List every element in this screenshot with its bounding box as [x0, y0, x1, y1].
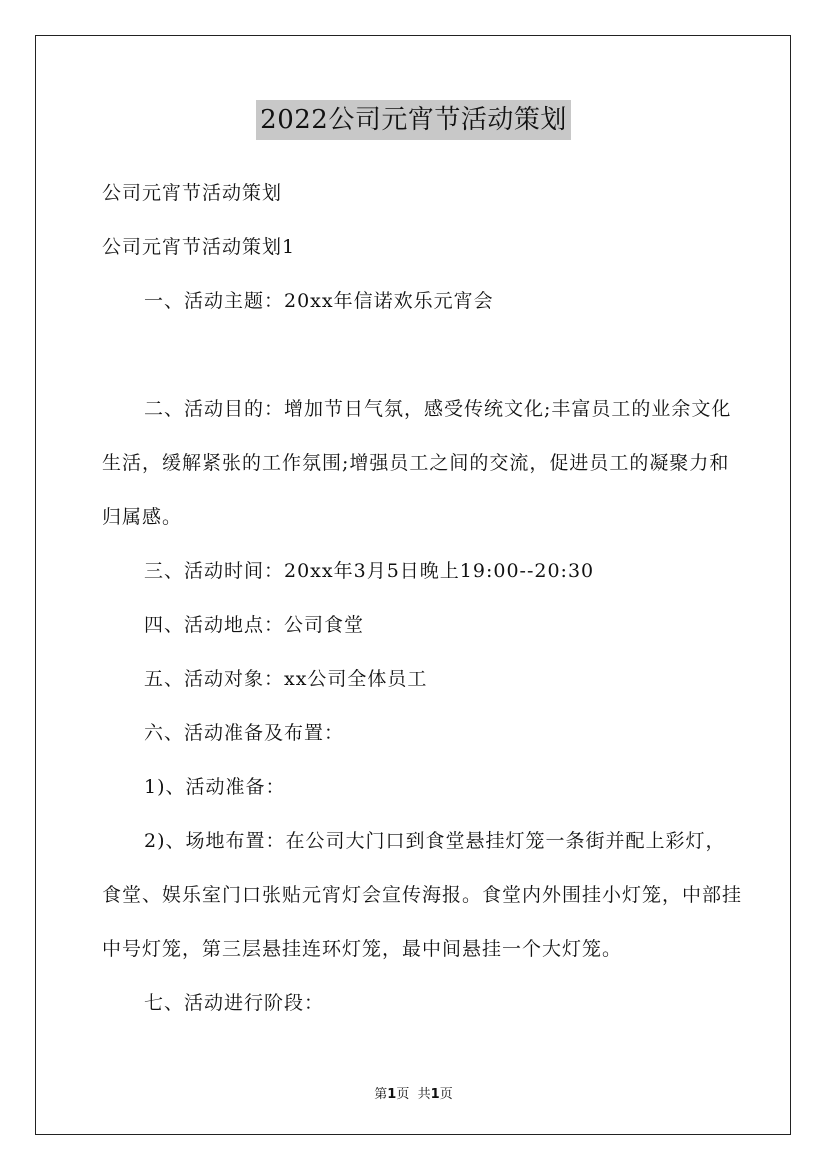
- total-suffix: 页: [439, 1087, 453, 1102]
- paragraph-theme: 一、活动主题：20xx年信诺欢乐元宵会: [144, 290, 494, 312]
- paragraph-location: 四、活动地点：公司食堂: [144, 614, 365, 636]
- paragraph-audience: 五、活动对象：xx公司全体员工: [144, 668, 428, 690]
- paragraph-heading: 公司元宵节活动策划: [102, 182, 283, 204]
- paragraph-prep-item-2: 2)、场地布置：在公司大门口到食堂悬挂灯笼一条街并配上彩灯，食堂、娱乐室门口张贴元宵灯会宣传海报。食堂内外围挂小灯笼，中部挂中号灯笼，第三层悬挂连环灯笼，最中间悬挂一个大灯笼。: [102, 830, 743, 960]
- page-suffix: 页: [396, 1087, 410, 1102]
- paragraph-preparation: 六、活动准备及布置：: [144, 722, 345, 744]
- paragraph-prep-item-1: 1)、活动准备：: [144, 776, 286, 798]
- total-pages: 1: [430, 1087, 440, 1102]
- paragraph-stage: 七、活动进行阶段：: [144, 992, 325, 1014]
- total-prefix: 共: [417, 1087, 431, 1102]
- page-footer: [0, 1083, 827, 1102]
- paragraph-time: 三、活动时间：20xx年3月5日晚上19:00--20:30: [144, 560, 595, 582]
- paragraph-subheading: 公司元宵节活动策划1: [102, 236, 296, 258]
- page-prefix: 第: [374, 1087, 388, 1102]
- page-number: 1: [387, 1087, 397, 1102]
- document-title: 2022公司元宵节活动策划: [256, 100, 571, 140]
- title-container: [0, 100, 827, 140]
- paragraph-purpose: 二、活动目的：增加节日气氛，感受传统文化;丰富员工的业余文化生活，缓解紧张的工作氛围;增强员工之间的交流，促进员工的凝聚力和归属感。: [102, 398, 732, 528]
